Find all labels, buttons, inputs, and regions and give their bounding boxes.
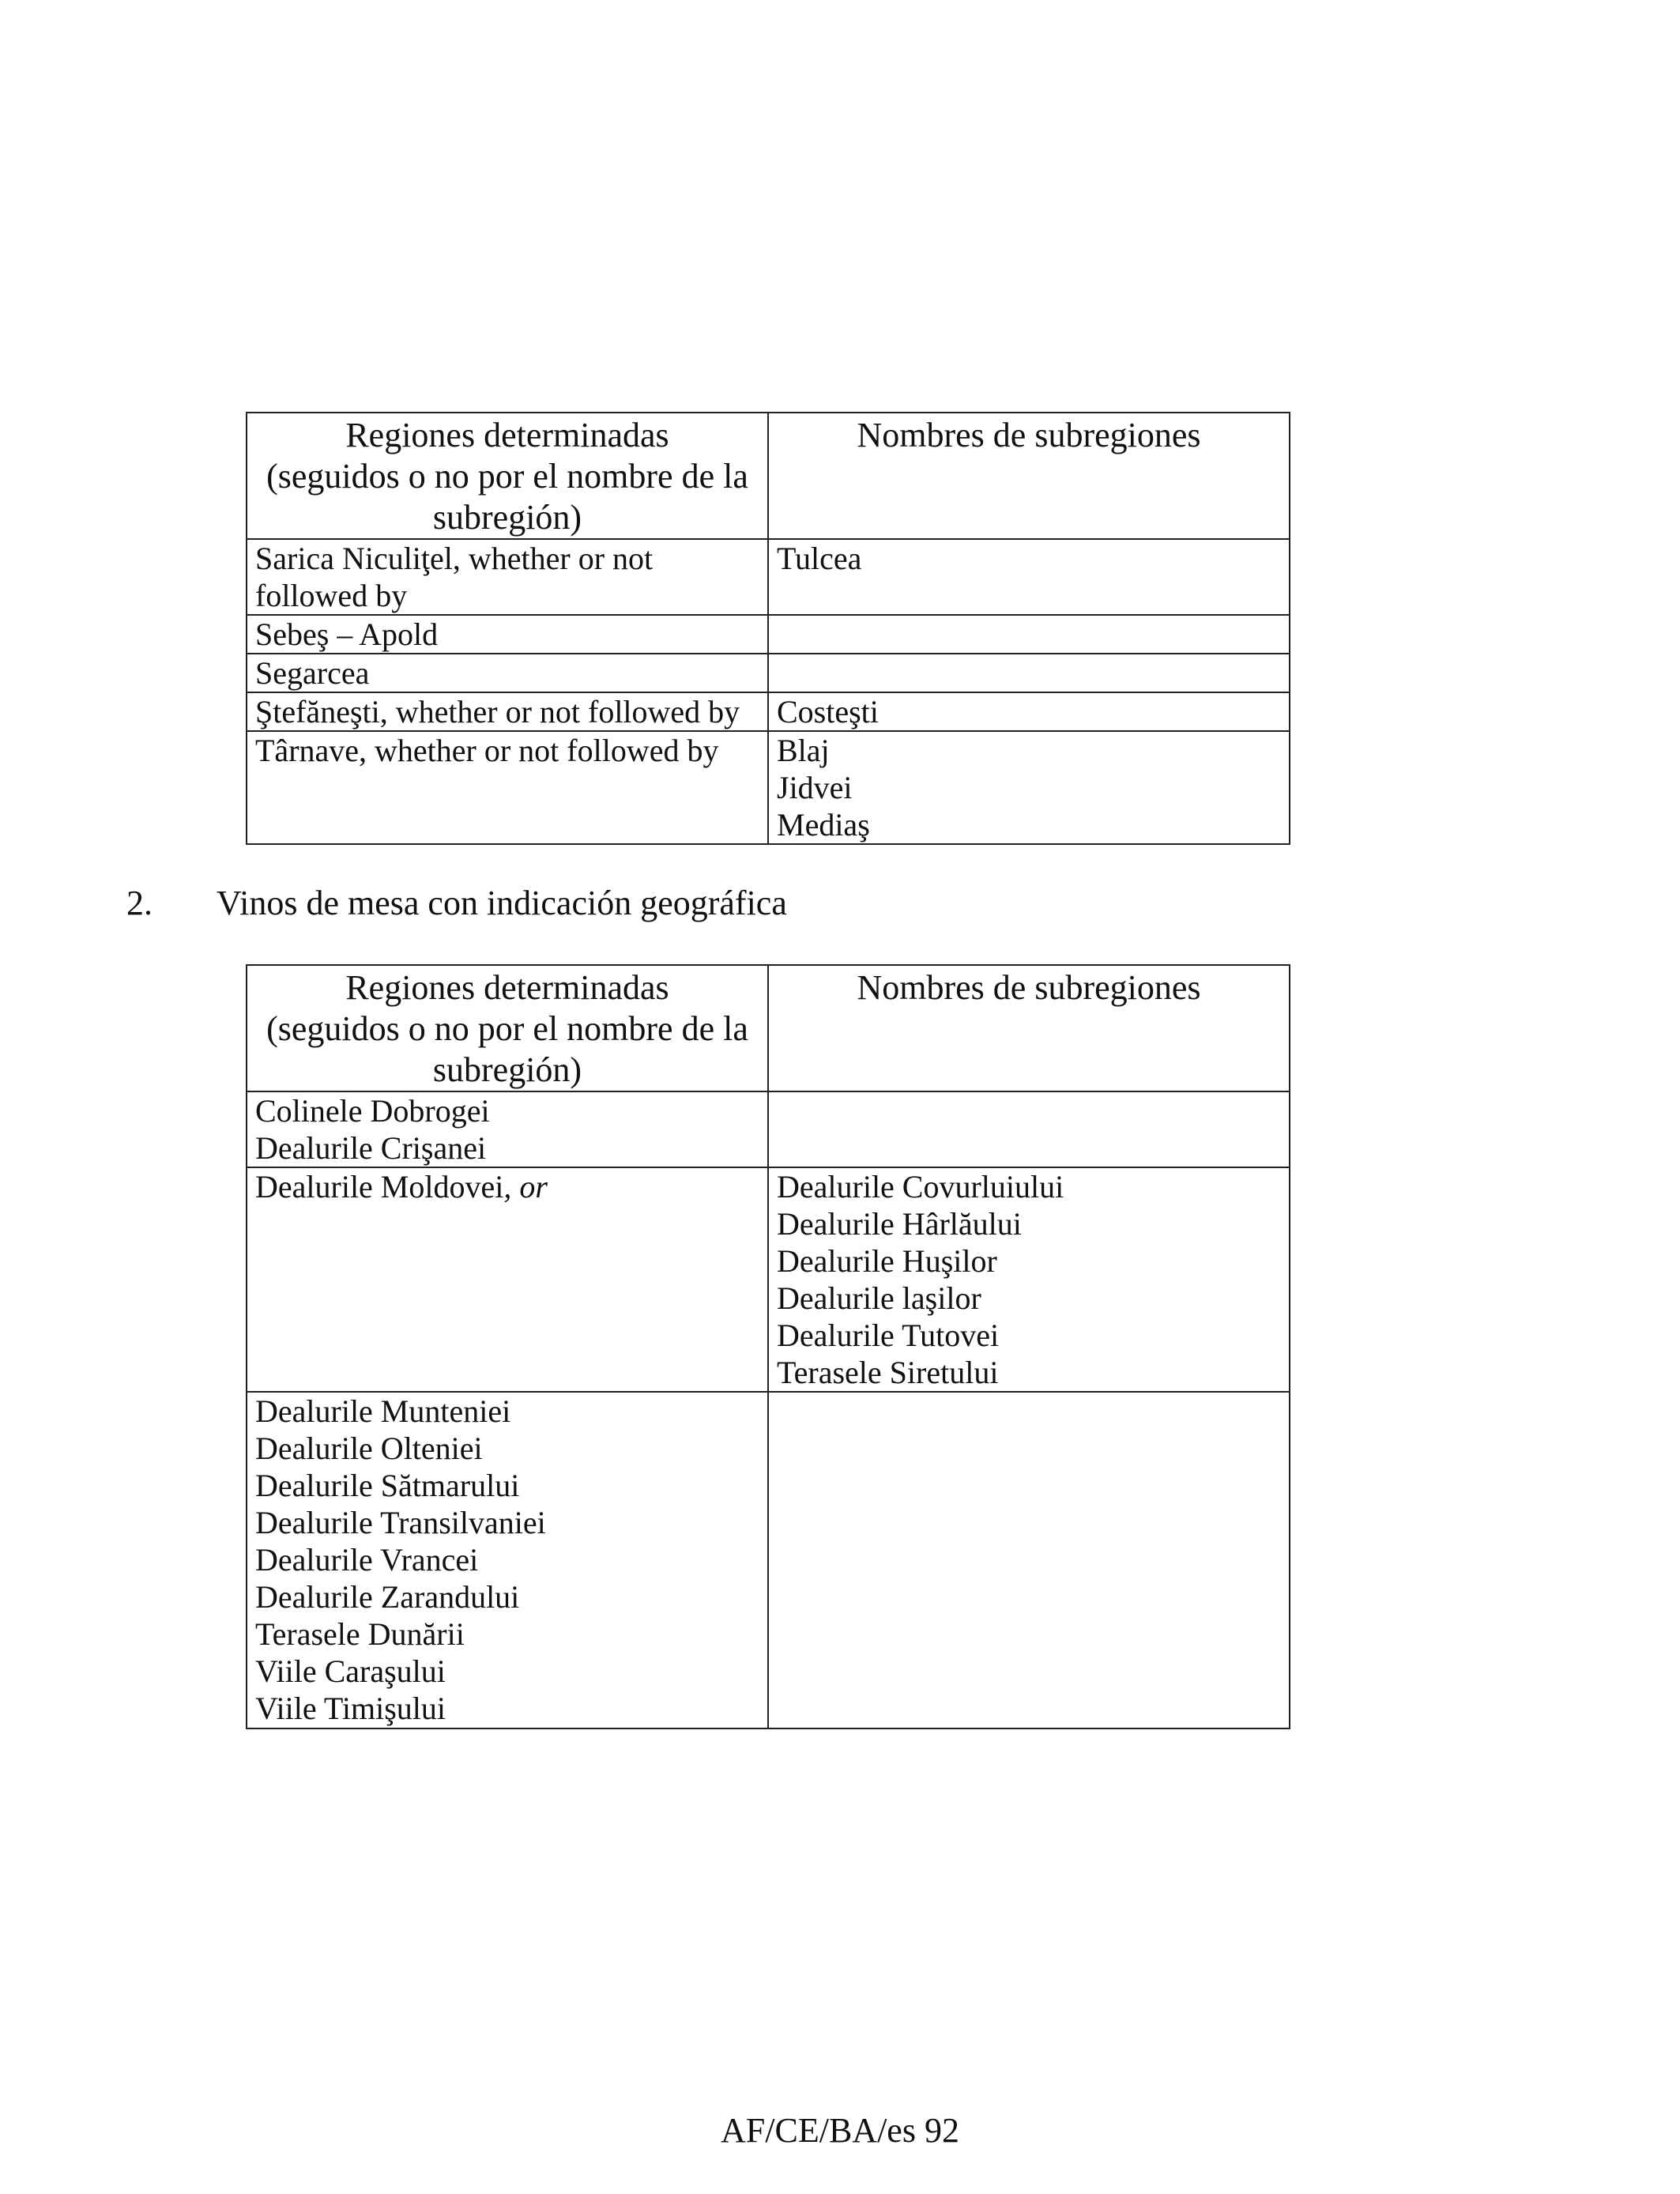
header-cell-subregions [768, 413, 1290, 539]
table-row [247, 692, 1290, 731]
subregion-cell [768, 1091, 1290, 1167]
region-line: Dealurile Transilvaniei [255, 1505, 546, 1540]
region-line: Terasele Dunării [255, 1616, 465, 1652]
subregion-cell [768, 692, 1290, 731]
header-line: Nombres de subregiones [857, 416, 1201, 454]
table-row [247, 615, 1290, 654]
regions-table-1 [246, 412, 1290, 845]
header-line: subregión) [432, 498, 582, 537]
subregion-cell [768, 1392, 1290, 1728]
subregion-line: Blaj [777, 733, 830, 768]
table-row [247, 654, 1290, 692]
subregion-line: Dealurile Huşilor [777, 1243, 997, 1279]
region-cell [247, 654, 768, 692]
section-number: 2. [126, 884, 153, 922]
subregion-line: Dealurile Covurluiului [777, 1169, 1064, 1204]
subregion-line: Jidvei [777, 770, 853, 805]
subregion-line: Tulcea [777, 541, 862, 576]
subregion-line: Terasele Siretului [777, 1355, 999, 1390]
subregion-cell [768, 654, 1290, 692]
table-header-row [247, 413, 1290, 539]
header-line: (seguidos o no por el nombre de la [266, 457, 748, 496]
region-line: Târnave, whether or not followed by [255, 733, 719, 768]
subregion-cell [768, 731, 1290, 844]
regions-table-2 [246, 964, 1290, 1729]
region-line: Ştefăneşti, whether or not followed by [255, 694, 740, 729]
header-cell-regions [247, 413, 768, 539]
region-cell [247, 1167, 768, 1392]
region-line: Dealurile Vrancei [255, 1542, 479, 1578]
subregion-line: Dealurile Tutovei [777, 1318, 1000, 1353]
header-cell-regions [247, 965, 768, 1091]
region-cell [247, 731, 768, 844]
region-name: Dealurile Moldovei [255, 1169, 504, 1204]
region-line: Viile Timişului [255, 1691, 446, 1726]
page-reference: AF/CE/BA/es 92 [721, 2111, 959, 2150]
header-line: Nombres de subregiones [857, 968, 1201, 1007]
region-line: Sarica Niculiţel, whether or not [255, 541, 654, 576]
region-line: Dealurile Munteniei [255, 1393, 511, 1429]
region-cell [247, 539, 768, 615]
header-line: Regiones determinadas [345, 968, 669, 1007]
region-cell [247, 1392, 768, 1728]
subregion-cell [768, 539, 1290, 615]
table-header-row [247, 965, 1290, 1091]
subregion-cell [768, 615, 1290, 654]
table-row [247, 731, 1290, 844]
region-line: Viile Caraşului [255, 1653, 446, 1689]
region-line: Dealurile Olteniei [255, 1431, 483, 1466]
region-line: Dealurile Zarandului [255, 1579, 520, 1615]
header-line: Regiones determinadas [345, 416, 669, 454]
region-line: Segarcea [255, 655, 370, 691]
region-suffix: , or [503, 1169, 548, 1204]
region-line: Dealurile Crişanei [255, 1130, 487, 1166]
subregion-line: Costeşti [777, 694, 879, 729]
table-row [247, 1091, 1290, 1167]
header-line: subregión) [432, 1050, 582, 1089]
section-heading [126, 883, 787, 924]
region-line: Colinele Dobrogei [255, 1093, 490, 1129]
table-row [247, 1392, 1290, 1728]
subregion-line: Dealurile Hârlăului [777, 1206, 1022, 1242]
table-row [247, 1167, 1290, 1392]
header-cell-subregions [768, 965, 1290, 1091]
subregion-line: Dealurile laşilor [777, 1280, 981, 1316]
region-cell [247, 1091, 768, 1167]
subregion-cell [768, 1167, 1290, 1392]
region-line: Sebeş – Apold [255, 616, 439, 652]
subregion-line: Mediaş [777, 807, 870, 843]
region-line [255, 1168, 759, 1205]
region-cell [247, 615, 768, 654]
table-row [247, 539, 1290, 615]
region-line: Dealurile Sătmarului [255, 1468, 520, 1503]
region-cell [247, 692, 768, 731]
region-line: followed by [255, 578, 408, 613]
header-line: (seguidos o no por el nombre de la [266, 1009, 748, 1048]
section-title: Vinos de mesa con indicación geográfica [217, 884, 787, 922]
